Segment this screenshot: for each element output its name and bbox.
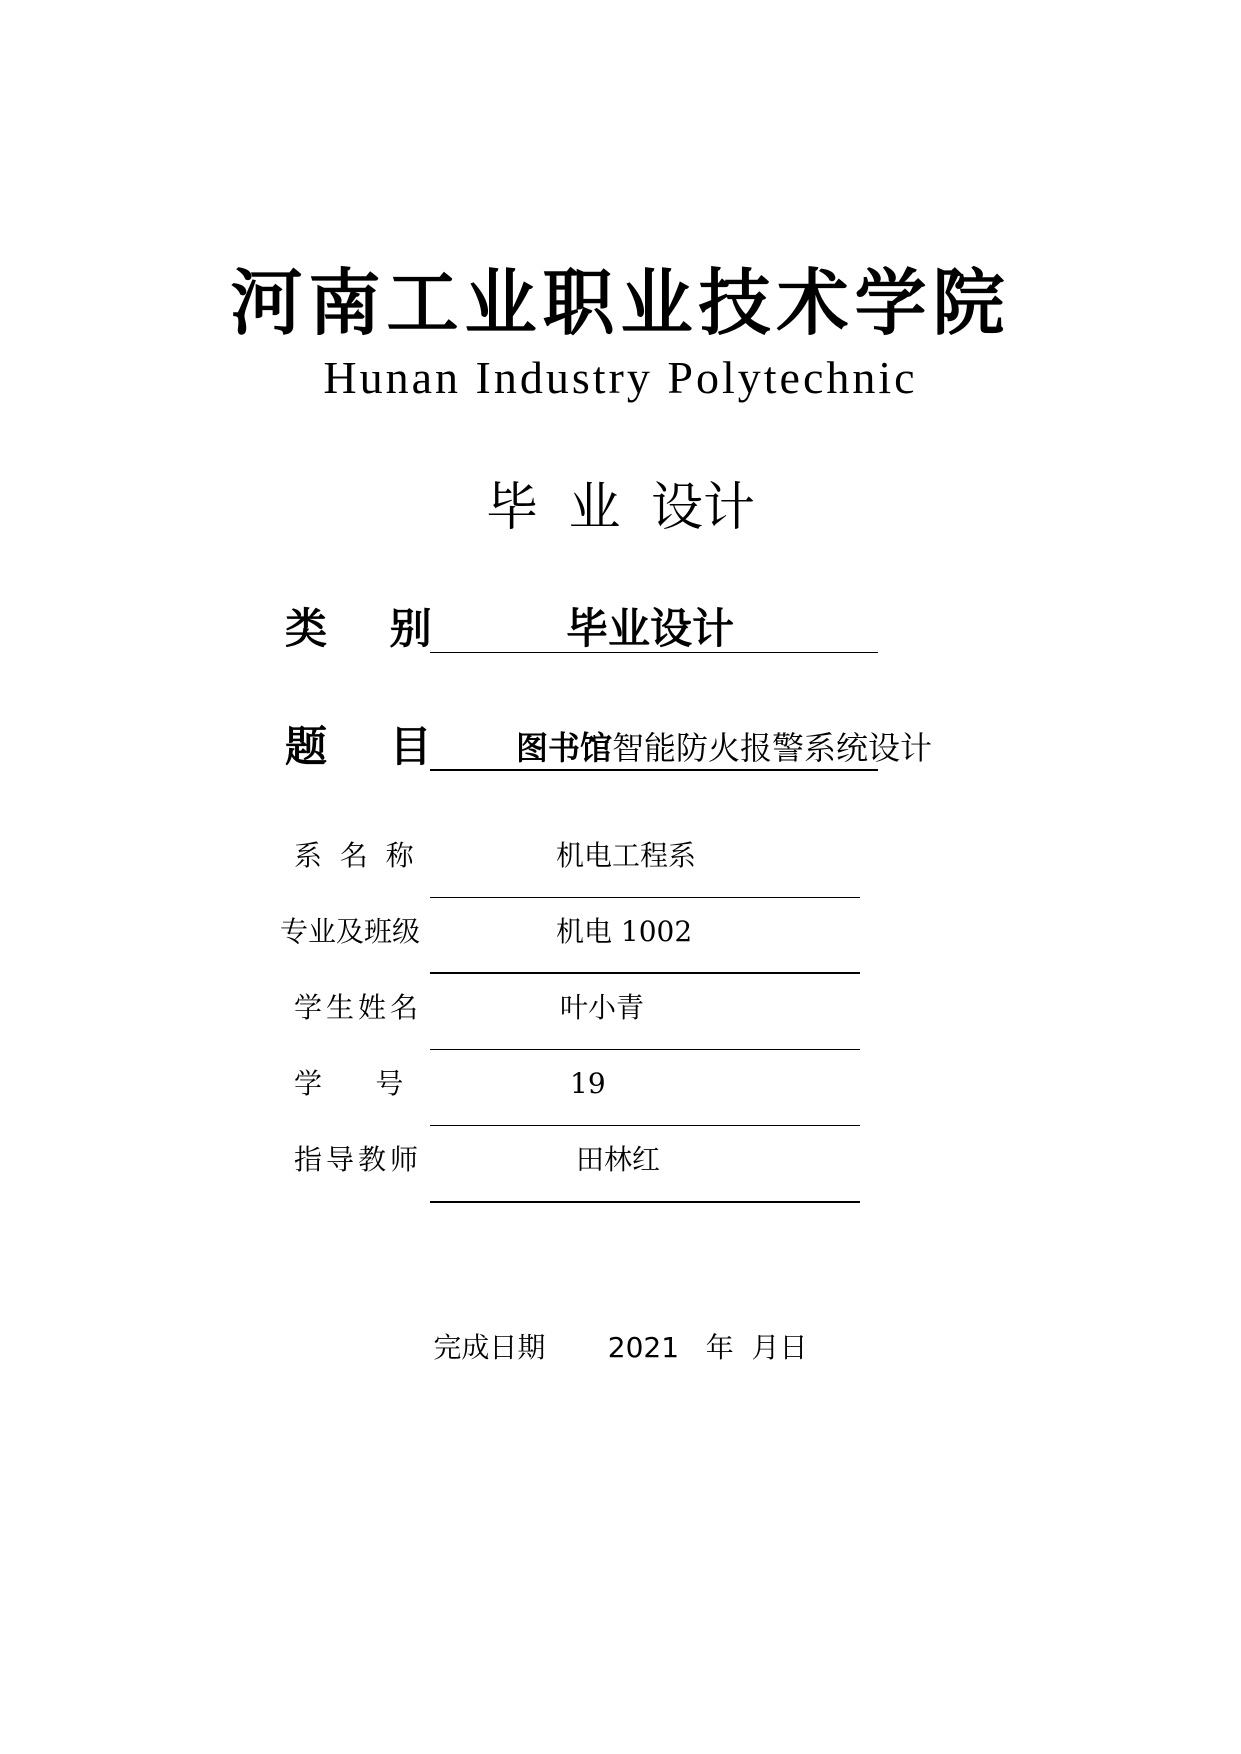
topic-value: [516, 728, 932, 768]
advisor-label: 指导教师: [294, 1143, 423, 1176]
topic-label: 题 目: [285, 722, 456, 771]
school-name-chinese: 河南工业职业技术学院: [230, 260, 1011, 345]
major-class-label: 专业及班级: [280, 915, 421, 948]
completion-date-label: 完成日期: [433, 1331, 546, 1364]
student-name-value: 叶小青: [560, 991, 645, 1024]
topic-underline: [430, 769, 878, 771]
topic-value-bold: 图书馆: [516, 729, 613, 767]
completion-month-day: 月日: [751, 1331, 808, 1364]
category-label: 类 别: [285, 604, 456, 653]
completion-date: [0, 1330, 1241, 1366]
major-class-value: 机电 1002: [556, 915, 693, 948]
major-class-underline: [430, 972, 860, 974]
completion-year-unit: 年: [705, 1331, 734, 1364]
student-name-underline: [430, 1049, 860, 1050]
category-underline: [430, 652, 878, 653]
department-label: 系 名 称: [294, 839, 414, 872]
student-id-underline: [430, 1125, 860, 1126]
school-name-english: Hunan Industry Polytechnic: [323, 352, 918, 403]
advisor-value: 田林红: [576, 1143, 661, 1176]
topic-value-rest: 智能防火报警系统设计: [612, 729, 933, 767]
student-name-label: 学生姓名: [294, 991, 423, 1024]
department-underline: [430, 897, 860, 898]
category-value: 毕业设计: [565, 604, 734, 653]
completion-year: 2021: [607, 1331, 680, 1364]
document-type-title: 毕 业 设计: [485, 478, 756, 538]
advisor-underline: [430, 1201, 860, 1203]
student-id-label: 学 号: [294, 1067, 404, 1100]
student-id-value: 19: [570, 1067, 606, 1100]
department-value: 机电工程系: [556, 839, 697, 872]
